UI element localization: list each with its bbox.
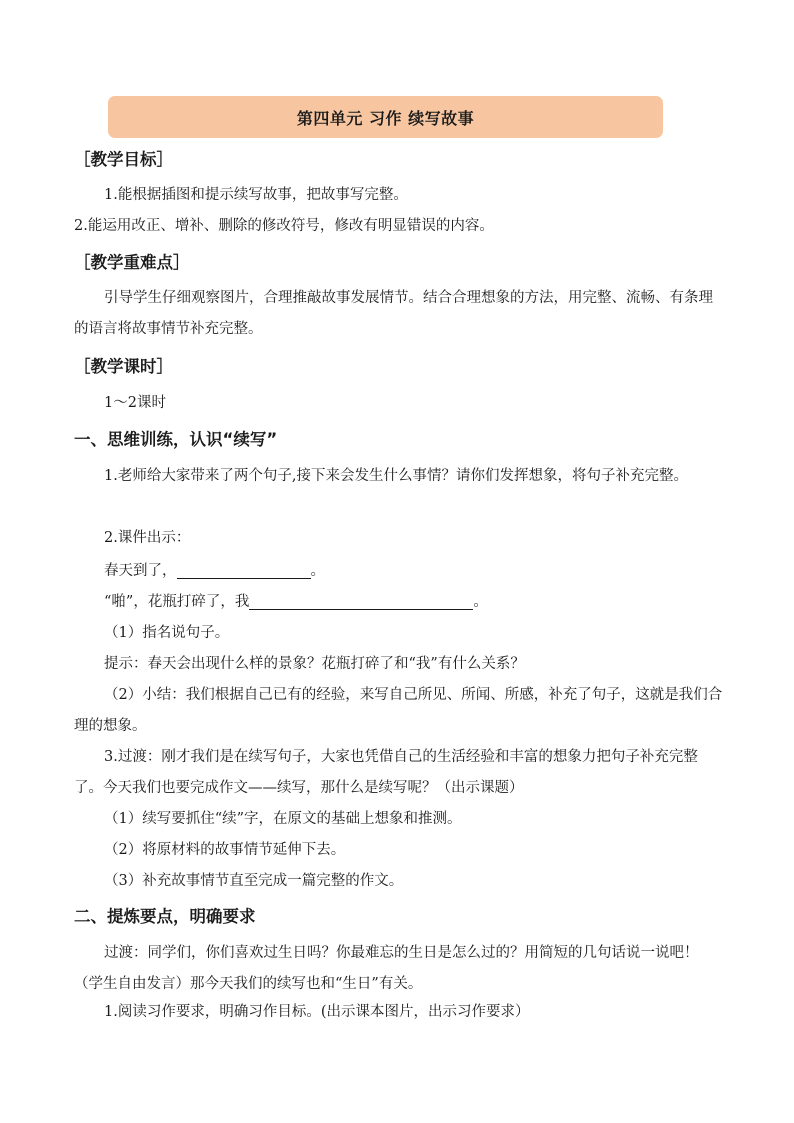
part1-p8: （2）将原材料的故事情节延伸下去。 (104, 842, 346, 858)
part1-p4: 提示：春天会出现什么样的景象？花瓶打碎了和“我”有什么关系？ (104, 656, 525, 672)
goal-item-1: 1.能根据插图和提示续写故事，把故事写完整。 (104, 187, 408, 203)
part1-p9: （3）补充故事情节直至完成一篇完整的作文。 (104, 873, 404, 889)
part1-p5: （2）小结：我们根据自己已有的经验，来写自己所见、所闻、所感，补充了句子，这就是我们合理的想象。 (74, 687, 723, 734)
title-banner (108, 96, 663, 138)
goals-heading: ［教学目标］ (74, 150, 173, 169)
part1-p3: （1）指名说句子。 (104, 625, 230, 641)
key-points-heading: ［教学重难点］ (74, 253, 190, 272)
blank-line-2 (249, 591, 473, 610)
part1-heading: 一、思维训练，认识“续写” (74, 430, 278, 449)
fill-sentence-2 (74, 587, 756, 618)
part2-p2: 1.阅读习作要求，明确习作目标。(出示课本图片，出示习作要求） (104, 1004, 530, 1020)
part1-p2: 2.课件出示： (104, 530, 191, 546)
hours-heading: ［教学课时］ (74, 357, 173, 376)
sentence1-prefix: 春天到了， (104, 563, 177, 579)
sentence2-suffix: 。 (473, 594, 488, 610)
goal-item-2: 2.能运用改正、增补、删除的修改符号，修改有明显错误的内容。 (74, 218, 494, 234)
blank-line-1 (177, 560, 311, 579)
part1-p6: 3.过渡：刚才我们是在续写句子，大家也凭借自己的生活经验和丰富的想象力把句子补充完整了。今天我们也要完成作文——续写，那什么是续写呢？（出示课题） (74, 749, 698, 796)
key-points-text: 引导学生仔细观察图片，合理推敲故事发展情节。结合合理想象的方法，用完整、流畅、有条理的语言将故事情节补充完整。 (74, 290, 713, 337)
part2-heading: 二、提炼要点，明确要求 (74, 907, 256, 926)
sentence1-suffix: 。 (310, 563, 325, 579)
sentence2-prefix: “啪”，花瓶打碎了，我 (104, 594, 250, 610)
fill-sentence-1 (74, 556, 756, 587)
hours-text: 1～2课时 (104, 395, 166, 411)
part1-p1: 1.老师给大家带来了两个句子,接下来会发生什么事情？请你们发挥想象，将句子补充完整。 (104, 468, 688, 484)
page-title: 第四单元 习作 续写故事 (296, 108, 475, 128)
part1-p7: （1）续写要抓住“续”字，在原文的基础上想象和推测。 (104, 811, 462, 827)
part2-p1: 过渡：同学们，你们喜欢过生日吗？你最难忘的生日是怎么过的？用简短的几句话说一说吧！（学生自由发言）那今天我们的续写也和“生日”有关。 (74, 945, 699, 992)
